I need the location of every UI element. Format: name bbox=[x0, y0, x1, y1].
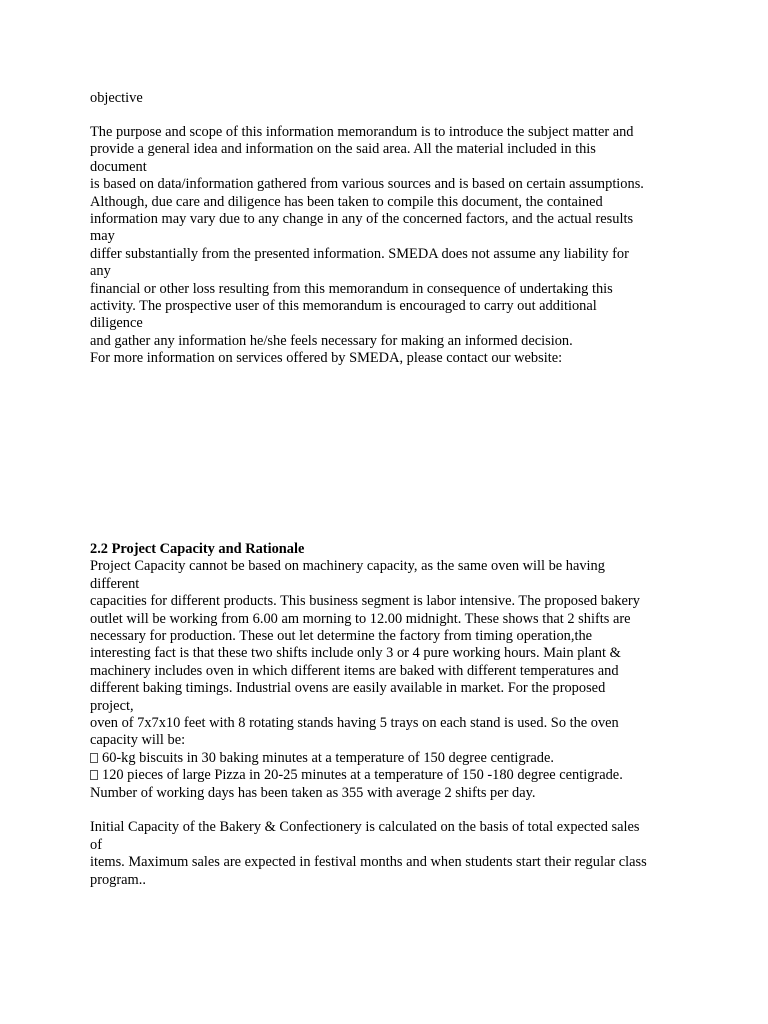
objective-line: financial or other loss resulting from this memorandum in consequence of undertaking this bbox=[90, 280, 613, 297]
section-heading: 2.2 Project Capacity and Rationale bbox=[90, 541, 305, 557]
section-line: project, bbox=[90, 697, 134, 714]
section-line: oven of 7x7x10 feet with 8 rotating stands having 5 trays on each stand is used. So the oven bbox=[90, 715, 619, 731]
bullet-item bbox=[90, 767, 623, 784]
bullet-box-icon bbox=[90, 770, 98, 780]
section-line: Number of working days has been taken as 355 with average 2 shifts per day. bbox=[90, 784, 536, 801]
objective-line: The purpose and scope of this information memorandum is to introduce the subject matter and bbox=[90, 124, 634, 140]
objective-line: diligence bbox=[90, 315, 143, 332]
section-line: of bbox=[90, 836, 102, 853]
section-line: different bbox=[90, 575, 140, 592]
section-line: different baking timings. Industrial ovens are easily available in market. For the proposed bbox=[90, 680, 606, 697]
section-line: items. Maximum sales are expected in festival months and when students start their regular class bbox=[90, 854, 647, 871]
section-line: program.. bbox=[90, 871, 146, 888]
bullet-item bbox=[90, 750, 554, 767]
objective-heading: objective bbox=[90, 90, 143, 106]
objective-line: and gather any information he/she feels necessary for making an informed decision. bbox=[90, 332, 573, 349]
objective-line: information may vary due to any change in any of the concerned factors, and the actual results bbox=[90, 211, 634, 227]
objective-line: may bbox=[90, 228, 115, 245]
objective-line: is based on data/information gathered from various sources and is based on certain assumptions. bbox=[90, 176, 644, 193]
section-line: Initial Capacity of the Bakery & Confectionery is calculated on the basis of total expected sales bbox=[90, 819, 640, 836]
bullet-text: 120 pieces of large Pizza in 20-25 minutes at a temperature of 150 -180 degree centigrade. bbox=[102, 767, 623, 784]
objective-line: activity. The prospective user of this memorandum is encouraged to carry out additional bbox=[90, 298, 597, 314]
objective-line: Although, due care and diligence has been taken to compile this document, the contained bbox=[90, 193, 603, 210]
objective-line: document bbox=[90, 158, 147, 175]
bullet-text: 60-kg biscuits in 30 baking minutes at a temperature of 150 degree centigrade. bbox=[102, 749, 554, 766]
objective-line: For more information on services offered by SMEDA, please contact our website: bbox=[90, 350, 563, 367]
section-line: interesting fact is that these two shifts include only 3 or 4 pure working hours. Main plant & bbox=[90, 645, 621, 662]
section-line: capacity will be: bbox=[90, 732, 186, 749]
section-line: capacities for different products. This business segment is labor intensive. The proposed bakery bbox=[90, 593, 640, 610]
section-line: outlet will be working from 6.00 am morning to 12.00 midnight. These shows that 2 shifts are bbox=[90, 610, 631, 627]
section-line: machinery includes oven in which different items are baked with different temperatures and bbox=[90, 662, 619, 679]
section-line: Project Capacity cannot be based on machinery capacity, as the same oven will be having bbox=[90, 558, 605, 575]
section-line: necessary for production. These out let determine the factory from timing operation,the bbox=[90, 628, 593, 644]
objective-line: provide a general idea and information on the said area. All the material included in this bbox=[90, 141, 596, 158]
objective-line: any bbox=[90, 263, 111, 280]
objective-line: differ substantially from the presented information. SMEDA does not assume any liability for bbox=[90, 245, 629, 262]
bullet-box-icon bbox=[90, 753, 98, 763]
